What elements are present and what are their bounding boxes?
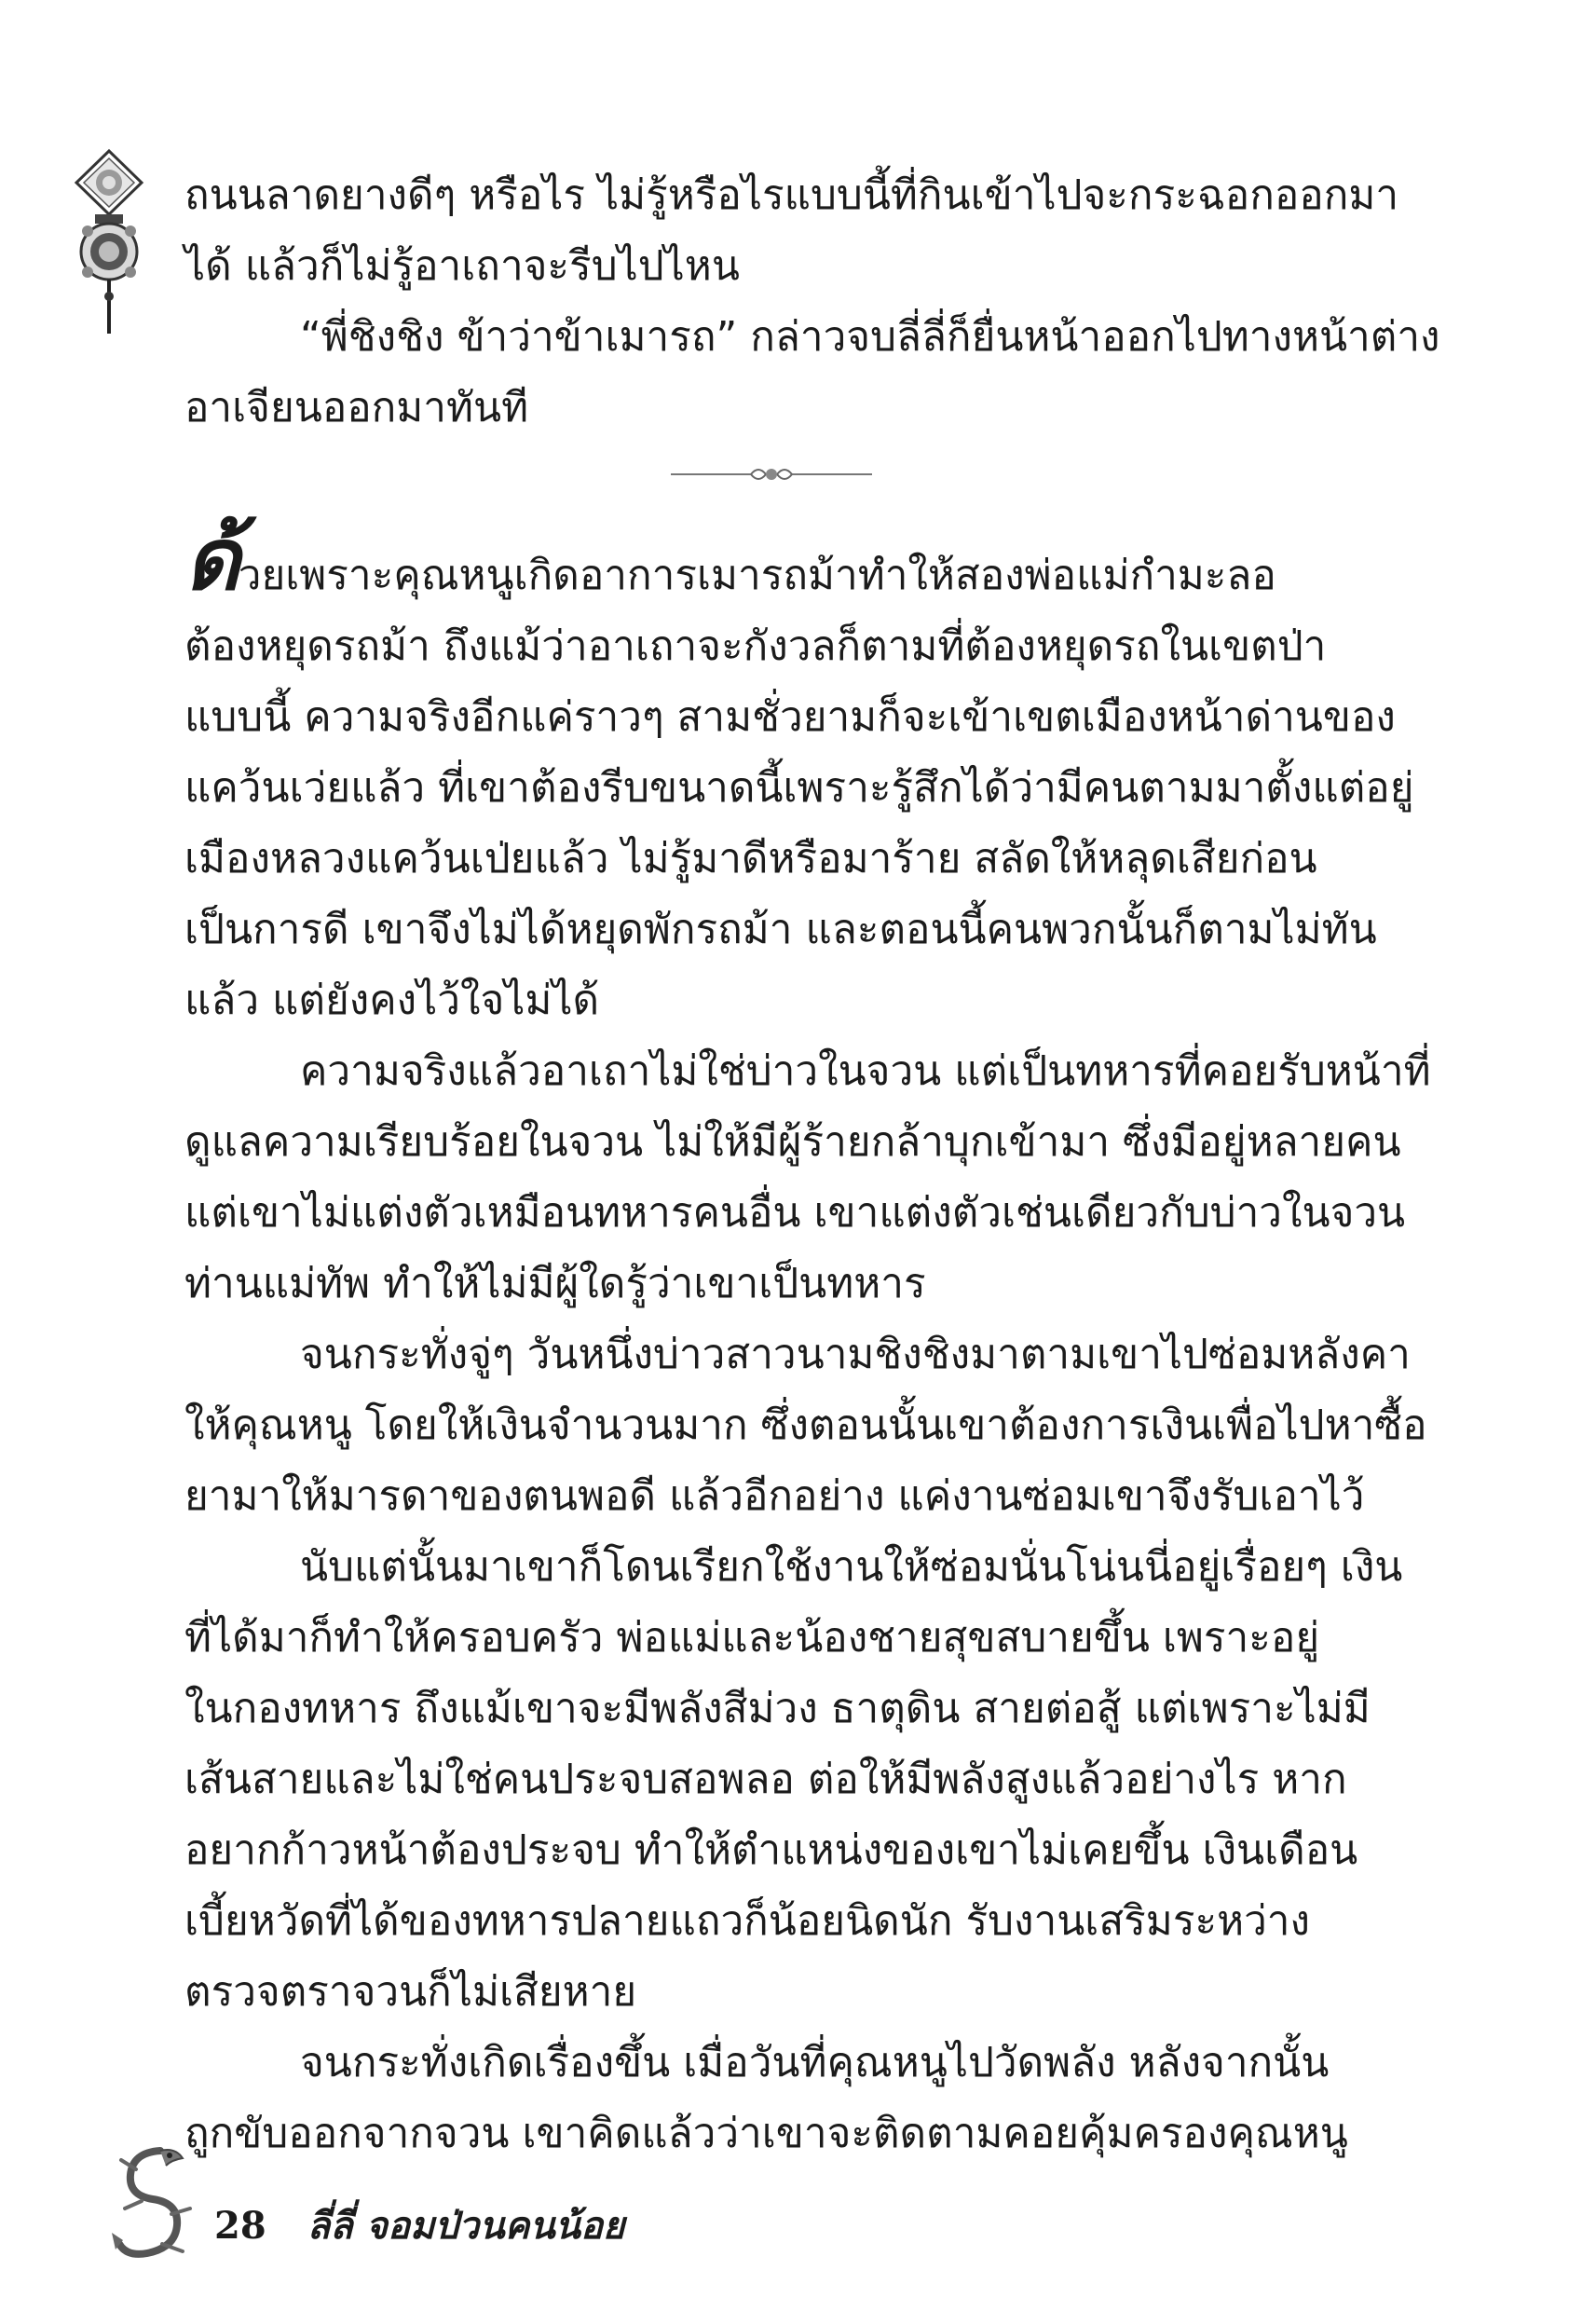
text-line: “พี่ชิงชิง ข้าว่าข้าเมารถ” กล่าวจบลี่ลี่ก็ยื่นหน้าออกไปทางหน้าต่าง bbox=[300, 313, 1440, 361]
first-line-text: วยเพราะคุณหนูเกิดอาการเมารถม้าทำให้สองพ่อแม่กำมะลอ bbox=[238, 552, 1276, 599]
book-title: ลี่ลี่ จอมป่วนคนน้อย bbox=[307, 2205, 625, 2248]
text-line: จนกระทั่งเกิดเรื่องขึ้น เมื่อวันที่คุณหนูไปวัดพลัง หลังจากนั้น bbox=[300, 2039, 1330, 2086]
text-line: ดูแลความเรียบร้อยในจวน ไม่ให้มีผู้ร้ายกล้าบุกเข้ามา ซึ่งมีอยู่หลายคน bbox=[184, 1118, 1401, 1166]
text-line: ต้องหยุดรถม้า ถึงแม้ว่าอาเถาจะกังวลก็ตามที่ต้องหยุดรถในเขตป่า bbox=[184, 622, 1327, 670]
text-line: นับแต่นั้นมาเขาก็โดนเรียกใช้งานให้ซ่อมนั่นโน่นนี่อยู่เรื่อยๆ เงิน bbox=[300, 1543, 1403, 1591]
text-line: ที่ได้มาก็ทำให้ครอบครัว พ่อแม่และน้องชายสุขสบายขึ้น เพราะอยู่ bbox=[184, 1614, 1320, 1661]
floral-emblem-icon bbox=[67, 147, 151, 338]
text-line: ตรวจตราจวนก็ไม่เสียหาย bbox=[184, 1968, 637, 2016]
text-line: เบี้ยหวัดที่ได้ของทหารปลายแถวก็น้อยนิดนัก รับงานเสริมระหว่าง bbox=[184, 1897, 1310, 1945]
page-footer bbox=[214, 2195, 625, 2251]
text-line: อยากก้าวหน้าต้องประจบ ทำให้ตำแหน่งของเขาไม่เคยขึ้น เงินเดือน bbox=[184, 1826, 1358, 1874]
text-line: ความจริงแล้วอาเถาไม่ใช่บ่าวในจวน แต่เป็นทหารที่คอยรับหน้าที่ bbox=[300, 1047, 1431, 1095]
text-line: ในกองทหาร ถึงแม้เขาจะมีพลังสีม่วง ธาตุดิน สายต่อสู้ แต่เพราะไม่มี bbox=[184, 1685, 1371, 1732]
drop-cap: ด้ bbox=[184, 509, 239, 609]
text-line: ให้คุณหนู โดยให้เงินจำนวนมาก ซึ่งตอนนั้นเขาต้องการเงินเพื่อไปหาซื้อ bbox=[184, 1402, 1427, 1449]
dragon-icon bbox=[104, 2143, 207, 2264]
page-number: 28 bbox=[214, 2204, 266, 2248]
text-line: ถูกขับออกจากจวน เขาคิดแล้วว่าเขาจะติดตามคอยคุ้มครองคุณหนู bbox=[184, 2110, 1348, 2157]
text-line: ท่านแม่ทัพ ทำให้ไม่มีผู้ใดรู้ว่าเขาเป็นทหาร bbox=[184, 1260, 926, 1307]
text-line: จนกระทั่งจู่ๆ วันหนึ่งบ่าวสาวนามชิงชิงมาตามเขาไปซ่อมหลังคา bbox=[300, 1331, 1411, 1378]
text-line: ได้ แล้วก็ไม่รู้อาเถาจะรีบไปไหน bbox=[184, 242, 740, 290]
text-line: แคว้นเว่ยแล้ว ที่เขาต้องรีบขนาดนี้เพราะรู้สึกได้ว่ามีคนตามมาตั้งแต่อยู่ bbox=[184, 764, 1414, 812]
text-line: อาเจียนออกมาทันที bbox=[184, 384, 529, 431]
text-line: ถนนลาดยางดีๆ หรือไร ไม่รู้หรือไรแบบนี้ที่กินเข้าไปจะกระฉอกออกมา bbox=[184, 171, 1399, 219]
text-line: แบบนี้ ความจริงอีกแค่ราวๆ สามชั่วยามก็จะเข้าเขตเมืองหน้าด่านของ bbox=[184, 693, 1396, 741]
text-line: แต่เขาไม่แต่งตัวเหมือนทหารคนอื่น เขาแต่งตัวเช่นเดียวกับบ่าวในจวน bbox=[184, 1189, 1406, 1237]
text-line: แล้ว แต่ยังคงไว้ใจไม่ได้ bbox=[184, 977, 600, 1024]
text-line: เป็นการดี เขาจึงไม่ได้หยุดพักรถม้า และตอนนี้คนพวกนั้นก็ตามไม่ทัน bbox=[184, 906, 1377, 953]
drop-cap-line bbox=[184, 509, 1326, 611]
flourish-divider-icon bbox=[669, 462, 874, 486]
text-line: เส้นสายและไม่ใช่คนประจบสอพลอ ต่อให้มีพลังสูงแล้วอย่างไร หาก bbox=[184, 1756, 1347, 1803]
text-line: เมืองหลวงแคว้นเป่ยแล้ว ไม่รู้มาดีหรือมาร้าย สลัดให้หลุดเสียก่อน bbox=[184, 835, 1317, 882]
text-line: ยามาให้มารดาของตนพอดี แล้วอีกอย่าง แค่งานซ่อมเขาจึงรับเอาไว้ bbox=[184, 1472, 1365, 1520]
